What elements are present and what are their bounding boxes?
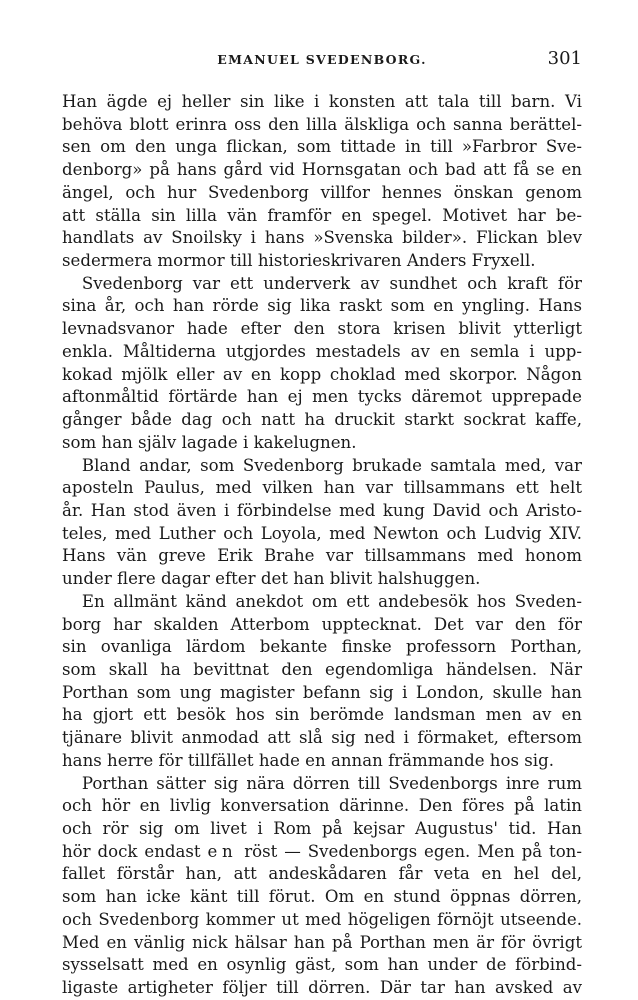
text-line: levnadsvanor hade efter den stora krisen blivit ytterligt bbox=[62, 319, 582, 339]
text-line: som han icke känt till förut. Om en stund öppnas dörren, bbox=[62, 887, 582, 907]
text-line: En allmänt känd anekdot om ett andebesök hos Sveden- bbox=[81, 591, 582, 611]
text-line: sin ovanliga lärdom bekante finske professorn Porthan, bbox=[62, 637, 582, 657]
text-line: fallet förstår han, att andeskådaren får veta en hel del, bbox=[62, 864, 582, 884]
text-line: handlats av Snoilsky i hans »Svenska bilder». Flickan blev bbox=[62, 228, 582, 248]
text-line bbox=[62, 841, 582, 864]
running-title: EMANUEL SVEDENBORG. bbox=[217, 52, 427, 67]
text-line: behöva blott erinra oss den lilla älskliga och sanna berättel- bbox=[62, 114, 582, 134]
text-line: och Svedenborg kommer ut med högeligen förnöjt utseende. bbox=[62, 909, 582, 929]
text-line: borg har skalden Atterbom upptecknat. Det var den för bbox=[62, 614, 582, 634]
text-line: under flere dagar efter det han blivit halshuggen. bbox=[62, 569, 481, 589]
text-segment: röst — Svedenborgs egen. Men på ton- bbox=[237, 841, 582, 861]
text-line: Porthan som ung magister befann sig i London, skulle han bbox=[62, 682, 582, 702]
text-line: ha gjort ett besök hos sin berömde landsman men av en bbox=[62, 705, 582, 725]
text-line: som skall ha bevittnat den egendomliga händelsen. När bbox=[62, 659, 582, 679]
text-line: och rör sig om livet i Rom på kejsar Augustus' tid. Han bbox=[62, 819, 582, 838]
text-line: ängel, och hur Svedenborg villfor hennes önskan genom bbox=[62, 182, 582, 202]
text-line: och hör en livlig konversation därinne. Den föres på latin bbox=[62, 796, 582, 816]
text-line: Han ägde ej heller sin like i konsten att tala till barn. Vi bbox=[62, 92, 582, 111]
text-line: Porthan sätter sig nära dörren till Svedenborgs inre rum bbox=[81, 773, 582, 793]
text-line: att ställa sin lilla vän framför en spegel. Motivet har be- bbox=[62, 205, 582, 225]
text-line: Hans vän greve Erik Brahe var tillsammans med honom bbox=[62, 546, 582, 566]
text-line: enkla. Måltiderna utgjordes mestadels av en semla i upp- bbox=[62, 341, 582, 361]
text-line: sen om den unga flickan, som tittade in till »Farbror Sve- bbox=[62, 137, 582, 157]
text-line: Svedenborg var ett underverk av sundhet och kraft för bbox=[81, 273, 582, 293]
text-line: aftonmåltid förtärde han ej men tycks däremot upprepade bbox=[62, 387, 582, 407]
page-number: 301 bbox=[547, 48, 582, 69]
text-line: denborg» på hans gård vid Hornsgatan och bad att få se en bbox=[62, 160, 582, 180]
text-line: Bland andar, som Svedenborg brukade samtala med, var bbox=[81, 455, 582, 475]
text-line: ligaste artigheter följer till dörren. Där tar han avsked av bbox=[62, 978, 582, 998]
emphasized-word: en bbox=[207, 841, 238, 861]
text-line: som han själv lagade i kakelugnen. bbox=[62, 432, 357, 452]
text-line: kokad mjölk eller av en kopp choklad med skorpor. Någon bbox=[62, 364, 582, 384]
text-line: tjänare blivit anmodad att slå sig ned i förmaket, eftersom bbox=[62, 728, 582, 748]
text-line: Med en vänlig nick hälsar han på Porthan men är för övrigt bbox=[62, 932, 582, 952]
text-line: sedermera mormor till historieskrivaren Anders Fryxell. bbox=[62, 251, 536, 271]
text-line: hans herre för tillfället hade en annan främmande hos sig. bbox=[62, 750, 554, 770]
text-segment: hör dock endast bbox=[62, 841, 208, 861]
text-line: teles, med Luther och Loyola, med Newton och Ludvig XIV. bbox=[62, 523, 582, 543]
running-head bbox=[62, 50, 582, 74]
text-line: gånger både dag och natt ha druckit starkt sockrat kaffe, bbox=[62, 410, 582, 430]
text-line: år. Han stod även i förbindelse med kung David och Aristo- bbox=[62, 500, 582, 520]
text-line: sysselsatt med en osynlig gäst, som han under de förbind- bbox=[62, 955, 582, 975]
text-line: sina år, och han rörde sig lika raskt som en yngling. Hans bbox=[62, 296, 582, 316]
text-line: aposteln Paulus, med vilken han var tillsammans ett helt bbox=[62, 478, 582, 498]
body-text bbox=[62, 91, 582, 1000]
